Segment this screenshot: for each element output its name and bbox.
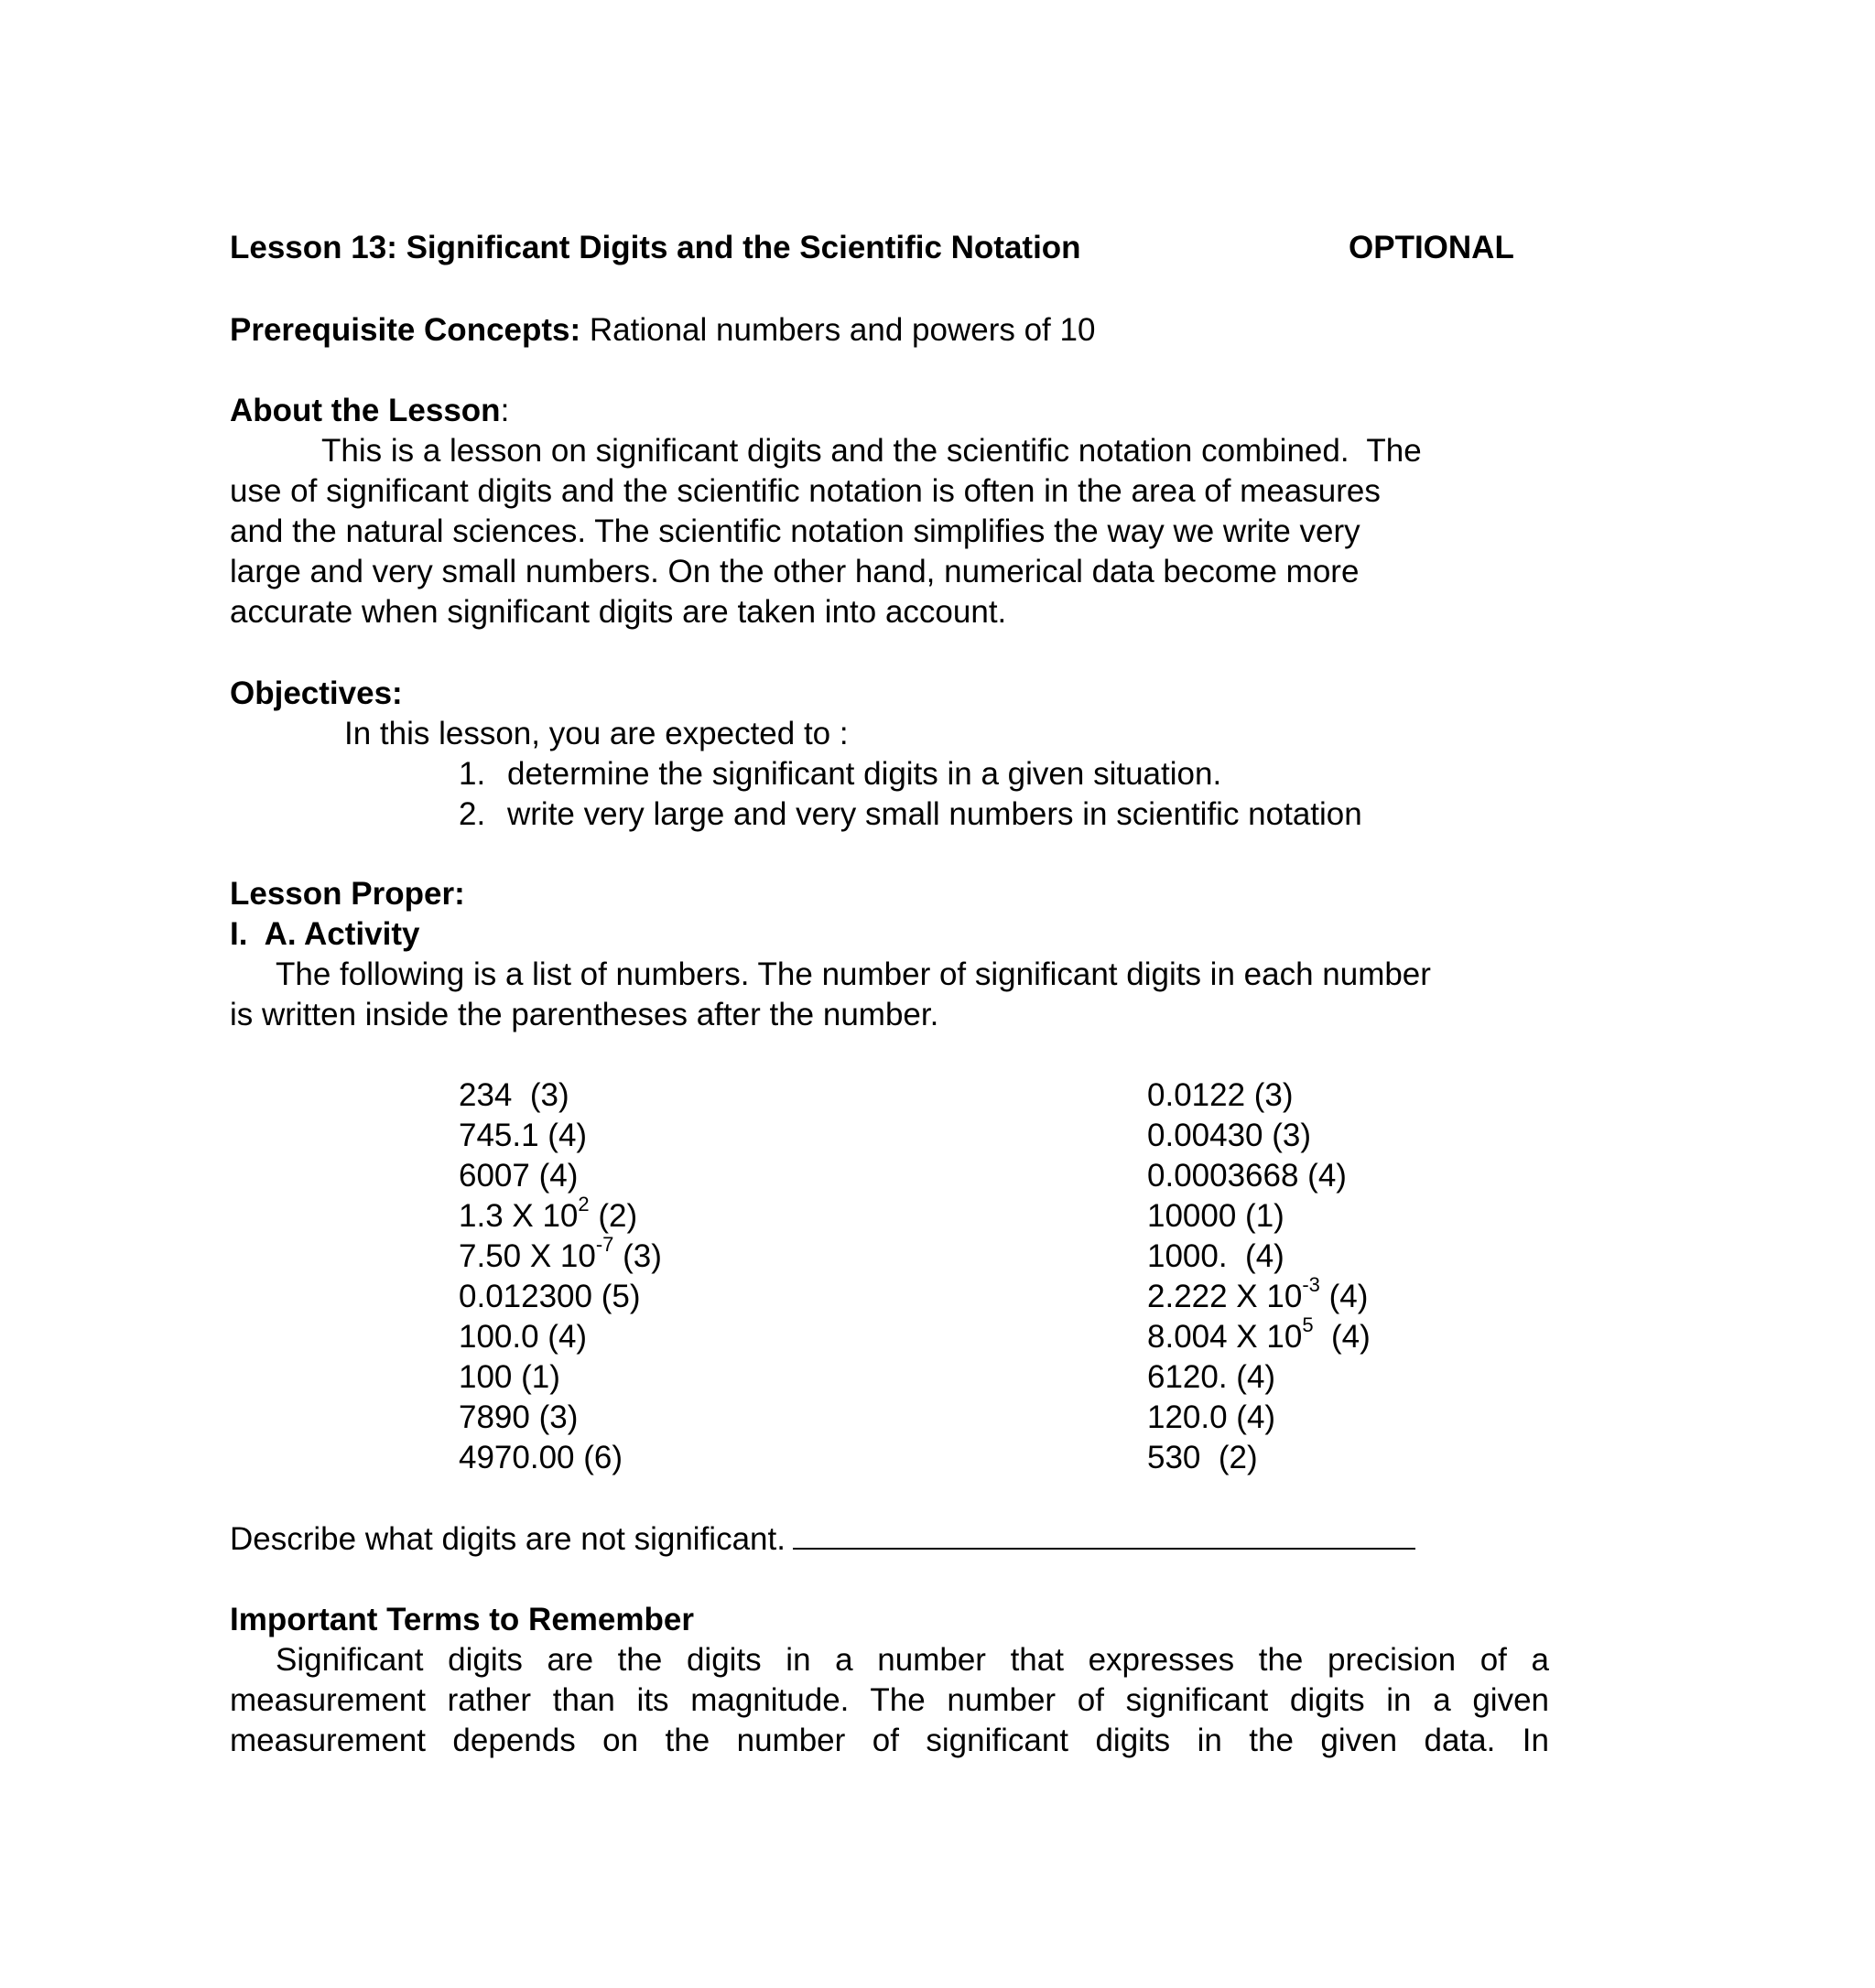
number-entry: 530 (2) [1147, 1440, 1258, 1475]
number-entry: 1000. (4) [1147, 1238, 1284, 1274]
number-entry: 100 (1) [459, 1359, 560, 1395]
number-entry: 0.00430 (3) [1147, 1118, 1312, 1153]
numbers-left-column [459, 1075, 662, 1478]
number-entry: 7890 (3) [459, 1399, 579, 1435]
number-entry: 0.012300 (5) [459, 1279, 641, 1314]
about-line: large and very small numbers. On the other hand, numerical data become more [230, 554, 1360, 589]
number-entry: 745.1 (4) [459, 1118, 588, 1153]
objective-text: write very large and very small numbers in scientific notation [507, 796, 1362, 832]
prerequisite-text: Rational numbers and powers of 10 [580, 312, 1096, 348]
objective-text: determine the significant digits in a given situation. [507, 756, 1222, 792]
prerequisite-label: Prerequisite Concepts: [230, 312, 581, 348]
activity-paragraph [230, 955, 1549, 1035]
about-line: accurate when significant digits are taken into account. [230, 594, 1007, 630]
number-entry: 6120. (4) [1147, 1359, 1276, 1395]
objectives-intro: In this lesson, you are expected to : [344, 716, 849, 751]
activity-line: is written inside the parentheses after the number. [230, 997, 939, 1032]
activity-heading: I. A. Activity [230, 916, 420, 952]
number-entry: 10000 (1) [1147, 1198, 1284, 1234]
objective-number: 1. [459, 756, 486, 792]
terms-heading: Important Terms to Remember [230, 1602, 694, 1637]
terms-line: Significant digits are the digits in a number that expresses the precision of a [276, 1642, 1549, 1678]
numbers-right-column [1147, 1075, 1371, 1478]
about-heading-line [230, 391, 509, 431]
objective-number: 2. [459, 796, 486, 832]
terms-line: measurement depends on the number of significant digits in the given data. In [230, 1723, 1549, 1758]
about-colon: : [500, 393, 510, 428]
answer-blank-line[interactable] [793, 1520, 1415, 1550]
number-entry: 120.0 (4) [1147, 1399, 1276, 1435]
number-entry: 8.004 X $10^5$ (4) [1147, 1313, 1371, 1355]
number-entry: 7.50 X $10^{-7}$ (3) [459, 1233, 662, 1274]
prerequisite-line [230, 310, 1095, 351]
number-entry: 0.0122 (3) [1147, 1077, 1294, 1113]
number-entry: 0.0003668 (4) [1147, 1158, 1347, 1194]
question-line [230, 1519, 1415, 1560]
number-entry: 1.3 X $10^2$ (2) [459, 1193, 638, 1234]
terms-line: measurement rather than its magnitude. The number of significant digits in a given [230, 1682, 1549, 1718]
about-line: This is a lesson on significant digits and the scientific notation combined. The [321, 433, 1422, 469]
activity-line: The following is a list of numbers. The number of significant digits in each number [276, 956, 1431, 992]
question-text: Describe what digits are not significant. [230, 1521, 786, 1557]
lesson-title: Lesson 13: Significant Digits and the Scientific Notation [230, 230, 1081, 265]
number-entry: 6007 (4) [459, 1158, 579, 1194]
number-entry: 234 (3) [459, 1077, 569, 1113]
about-line: and the natural sciences. The scientific notation simplifies the way we write very [230, 513, 1360, 549]
number-entry: 100.0 (4) [459, 1319, 588, 1355]
number-entry: 4970.00 (6) [459, 1440, 623, 1475]
number-entry: 2.222 X $10^{-3}$ (4) [1147, 1273, 1369, 1314]
terms-paragraph [230, 1640, 1549, 1761]
about-heading: About the Lesson [230, 393, 501, 428]
optional-label: OPTIONAL [1349, 230, 1514, 265]
about-paragraph [230, 431, 1549, 632]
lesson-proper-heading: Lesson Proper: [230, 876, 465, 912]
about-line: use of significant digits and the scientific notation is often in the area of measures [230, 473, 1381, 509]
objectives-heading: Objectives: [230, 675, 403, 711]
